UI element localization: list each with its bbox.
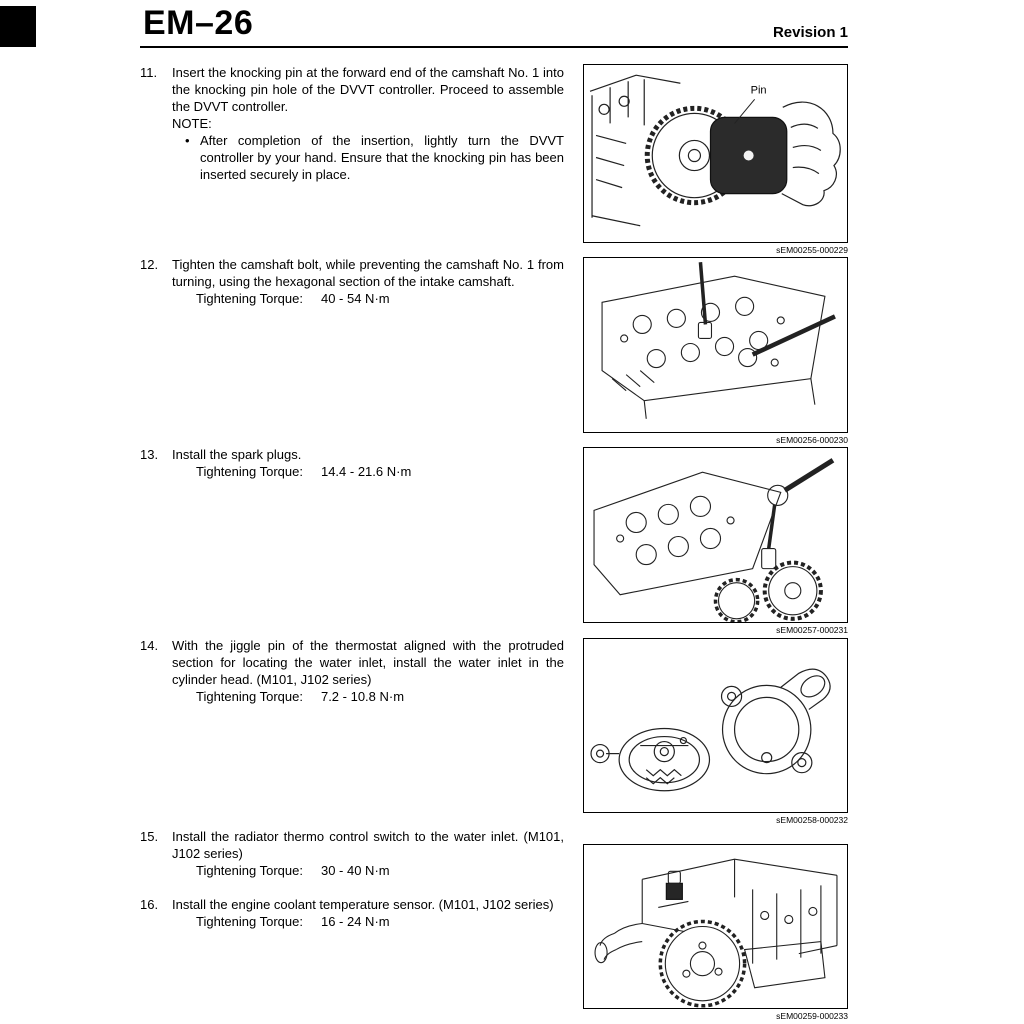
figure-camshaft-bolt-tightening bbox=[583, 257, 848, 433]
torque-line bbox=[196, 463, 564, 480]
step-text: Install the radiator thermo control switch to the water inlet. (M101, J102 series) bbox=[172, 829, 564, 861]
torque-line bbox=[196, 290, 564, 307]
torque-value: 30 - 40 N·m bbox=[320, 863, 390, 878]
ratchet-handle bbox=[785, 460, 833, 490]
step-text: Tighten the camshaft bolt, while preventing the camshaft No. 1 from turning, using the hexagonal section of the intake camshaft. bbox=[172, 257, 564, 289]
page-edge-mark bbox=[0, 6, 36, 47]
dvvt-install-illustration bbox=[584, 65, 847, 242]
torque-label: Tightening Torque: bbox=[196, 689, 303, 704]
torque-line bbox=[196, 913, 564, 930]
spark-plug-illustration bbox=[584, 448, 847, 622]
step-text: Install the engine coolant temperature sensor. (M101, J102 series) bbox=[172, 897, 554, 912]
figure-code: sEM00258-000232 bbox=[776, 815, 848, 825]
figure-code: sEM00259-000233 bbox=[776, 1011, 848, 1021]
camshaft-bolt-illustration bbox=[584, 258, 847, 432]
note-item bbox=[185, 132, 564, 183]
pin-label: Pin bbox=[750, 84, 767, 97]
thermostat-illustration bbox=[584, 639, 847, 812]
coolant-sensor-illustration bbox=[584, 845, 847, 1008]
note-label: NOTE: bbox=[172, 116, 212, 131]
figure-dvvt-install bbox=[583, 64, 848, 243]
water-inlet-pipe bbox=[600, 934, 616, 960]
figure-spark-plug-install bbox=[583, 447, 848, 623]
torque-value: 14.4 - 21.6 N·m bbox=[320, 464, 412, 479]
torque-value: 40 - 54 N·m bbox=[320, 291, 390, 306]
cam-sprocket bbox=[765, 563, 821, 619]
step-15 bbox=[140, 828, 564, 879]
figure-coolant-sensor bbox=[583, 844, 848, 1009]
step-number: 13. bbox=[140, 447, 159, 462]
step-text: Install the spark plugs. bbox=[172, 447, 302, 462]
figure-thermostat-water-inlet bbox=[583, 638, 848, 813]
page-title: EM–26 bbox=[143, 4, 254, 42]
water-inlet-flange bbox=[723, 685, 811, 773]
figure-code: sEM00257-000231 bbox=[776, 625, 848, 635]
torque-value: 16 - 24 N·m bbox=[320, 914, 390, 929]
figure-code: sEM00255-000229 bbox=[776, 245, 848, 255]
revision-label: Revision 1 bbox=[772, 24, 848, 41]
step-14 bbox=[140, 637, 564, 705]
step-number: 14. bbox=[140, 638, 159, 653]
torque-label: Tightening Torque: bbox=[196, 914, 303, 929]
step-number: 16. bbox=[140, 897, 159, 912]
step-text: With the jiggle pin of the thermostat aligned with the protruded section for locating the water inlet, install the water inlet in the cylinder head. (M101, J102 series) bbox=[172, 638, 564, 687]
step-number: 11. bbox=[140, 65, 158, 80]
header-rule bbox=[140, 46, 848, 48]
spark-plug-socket bbox=[762, 549, 776, 569]
hand-outline bbox=[782, 102, 840, 206]
torque-label: Tightening Torque: bbox=[196, 863, 303, 878]
step-12 bbox=[140, 256, 564, 307]
figure-code: sEM00256-000230 bbox=[776, 435, 848, 445]
coolant-temperature-sensor bbox=[666, 883, 682, 899]
bullet-icon: • bbox=[185, 133, 190, 148]
torque-line bbox=[196, 688, 564, 705]
socket-extension-tool bbox=[700, 262, 705, 324]
step-16 bbox=[140, 896, 564, 930]
step-text: Insert the knocking pin at the forward end of the camshaft No. 1 into the knocking pin hole of the DVVT controller. Proceed to assemble the DVVT controller. bbox=[172, 65, 564, 114]
torque-line bbox=[196, 862, 564, 879]
step-13 bbox=[140, 446, 564, 480]
note-text: After completion of the insertion, lightly turn the DVVT controller by your hand. Ensure that the knocking pin has been inserted securely in place. bbox=[200, 133, 564, 182]
step-number: 12. bbox=[140, 257, 159, 272]
wrench-tool bbox=[753, 316, 835, 354]
step-11 bbox=[140, 64, 564, 183]
torque-label: Tightening Torque: bbox=[196, 464, 303, 479]
torque-label: Tightening Torque: bbox=[196, 291, 303, 306]
flywheel bbox=[660, 921, 744, 1005]
step-number: 15. bbox=[140, 829, 159, 844]
torque-value: 7.2 - 10.8 N·m bbox=[320, 689, 405, 704]
